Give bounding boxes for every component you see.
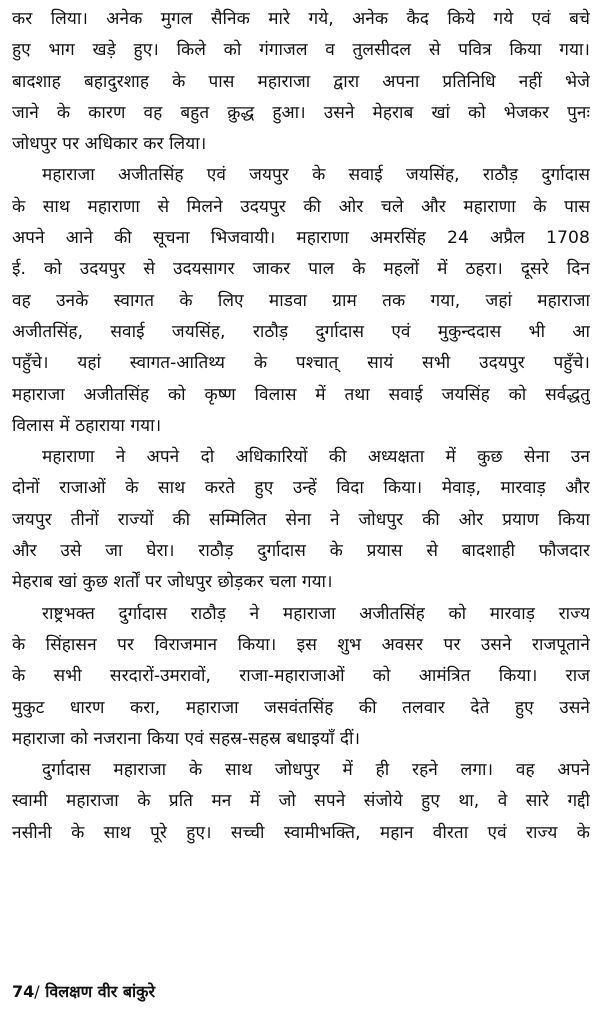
text-line: महाराजा को नजराना किया एवं सहस्र-सहस्र बधाइयाँ दीं।	[12, 728, 361, 749]
text-line: के साथ महाराणा से मिलने उदयपुर की ओर चले और महाराणा के पास	[12, 196, 590, 217]
footer-separator: /	[34, 982, 40, 1001]
page-number: 74	[12, 982, 35, 1001]
text-line: ई. को उदयपुर से उदयसागर जाकर पाल के महलों में ठहरा। दूसरे दिन	[12, 259, 590, 280]
text-line: और उसे जा घेरा। राठौड़ दुर्गादास के प्रयास से बादशाही फौजदार	[12, 541, 590, 562]
page-footer	[12, 978, 155, 1006]
text-line: अजीतसिंह, सवाई जयसिंह, राठौड़ दुर्गादास एवं मुकुन्ददास भी आ	[12, 321, 590, 342]
text-line: वह उनके स्वागत के लिए माडवा ग्राम तक गया, जहां महाराजा	[12, 290, 590, 311]
text-line: मेहराब खां कुछ शर्तों पर जोधपुर छोड़कर चला गया।	[12, 572, 333, 593]
text-line: स्वामी महाराजा के प्रति मन में जो सपने संजोये हुए था, वे सारे गद्दी	[12, 791, 590, 812]
text-line: नसीनी के साथ पूरे हुए। सच्ची स्वामीभक्ति, महान वीरता एवं राज्य के	[12, 822, 590, 843]
text-line: अपने आने की सूचना भिजवायी। महाराणा अमरसिंह 24 अप्रैल 1708	[12, 228, 590, 249]
text-line: दुर्गादास महाराजा के साथ जोधपुर में ही रहने लगा। वह अपने	[42, 760, 590, 781]
text-line: महाराणा ने अपने दो अधिकारियों की अध्यक्षता में कुछ सेना उन	[42, 447, 590, 468]
text-line: महाराजा अजीतसिंह एवं जयपुर के सवाई जयसिंह, राठौड़ दुर्गादास	[42, 165, 590, 186]
text-line: दोनों राजाओं के साथ करते हुए उन्हें विदा किया। मेवाड़, मारवाड़ और	[12, 478, 590, 499]
text-line: जोधपुर पर अधिकार कर लिया।	[12, 134, 207, 155]
text-line: के सिंहासन पर विराजमान किया। इस शुभ अवसर पर उसने राजपूताने	[12, 634, 590, 655]
text-line: के सभी सरदारों-उमरावों, राजा-महाराजाओं को आमंत्रित किया। राज	[12, 666, 590, 687]
text-line: हुए भाग खड़े हुए। किले को गंगाजल व तुलसीदल से पवित्र किया गया।	[12, 40, 590, 61]
text-line: जाने के कारण वह बहुत क्रुद्ध हुआ। उसने मेहराब खां को भेजकर पुनः	[12, 102, 590, 123]
text-line: महाराजा अजीतसिंह को कृष्ण विलास में तथा सवाई जयसिंह को सर्वद्धतु	[12, 384, 590, 405]
body-text	[12, 4, 590, 849]
text-line: कर लिया। अनेक मुगल सैनिक मारे गये, अनेक कैद किये गये एवं बचे	[12, 9, 590, 29]
text-line: विलास में ठहाराया गया।	[12, 415, 162, 436]
text-line: राष्ट्रभक्त दुर्गादास राठौड़ ने महाराजा अजीतसिंह को मारवाड़ राज्य	[42, 603, 590, 624]
book-title: विलक्षण वीर बांकुरे	[45, 982, 155, 1001]
text-line: जयपुर तीनों राज्यों की सम्मिलित सेना ने जोधपुर की ओर प्रयाण किया	[12, 509, 590, 530]
text-line: बादशाह बहादुरशाह के पास महाराजा द्वारा अपना प्रतिनिधि नहीं भेजे	[12, 71, 590, 92]
text-line: मुकुट धारण करा, महाराजा जसवंतसिंह की तलवार देते हुए उसने	[12, 697, 590, 718]
text-line: पहुँचे। यहां स्वागत-आतिथ्य के पश्चात् सायं सभी उदयपुर पहुँचे।	[12, 353, 590, 374]
